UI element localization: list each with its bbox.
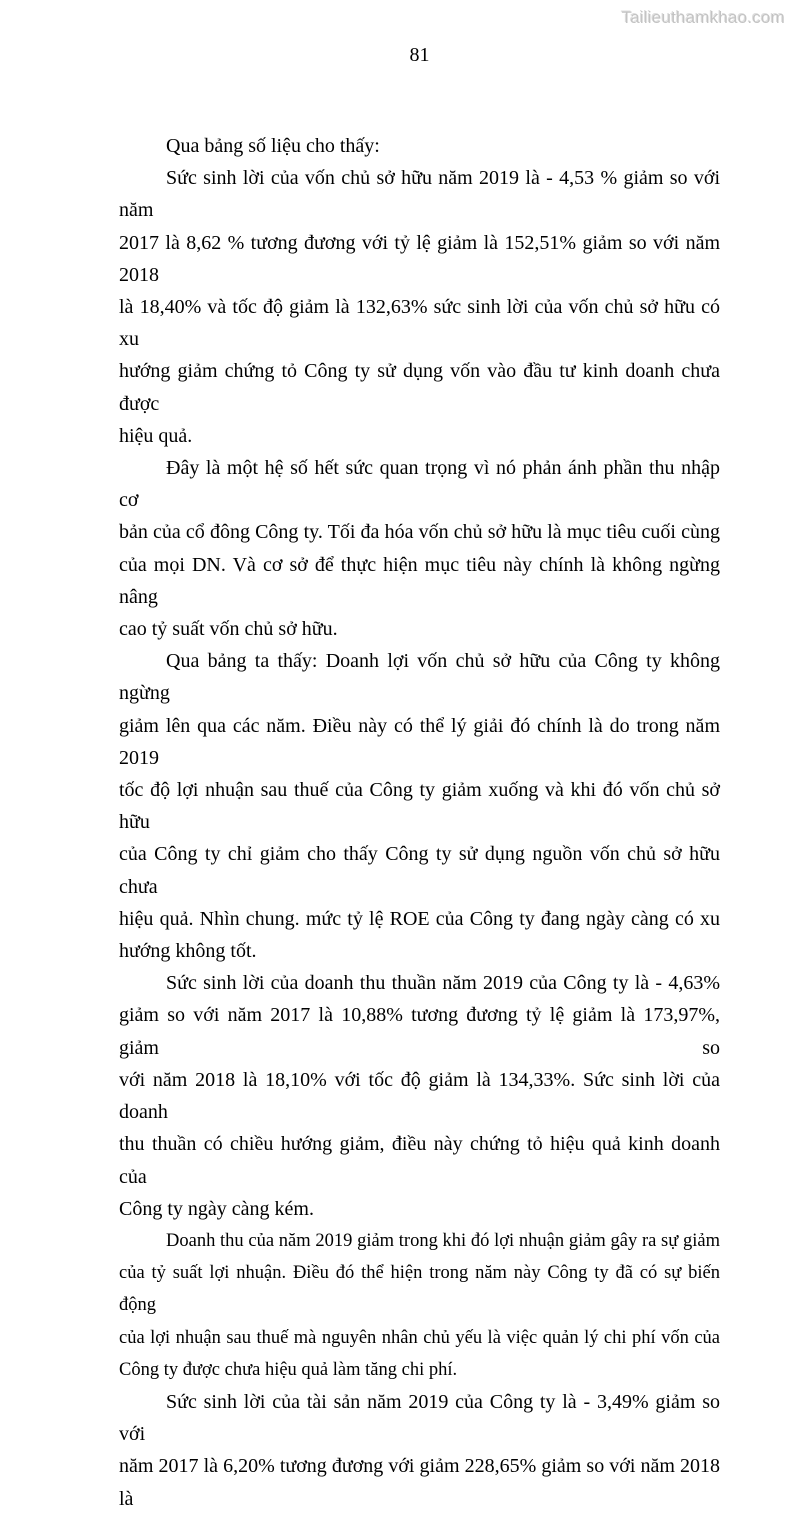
- text-line: với năm 2018 là 18,10% với tốc độ giảm là 134,33%. Sức sinh lời của doanh: [119, 1068, 720, 1124]
- paragraph: [119, 162, 720, 452]
- text-line: hiệu quả.: [119, 424, 193, 447]
- text-line: hướng giảm chứng tỏ Công ty sử dụng vốn vào đầu tư kinh doanh chưa được: [119, 360, 720, 415]
- text-line: Sức sinh lời của vốn chủ sở hữu năm 2019 là - 4,53 % giảm so với năm: [119, 167, 720, 222]
- paragraph: [119, 452, 720, 645]
- text-line: 2017 là 8,62 % tương đương với tỷ lệ giảm là 152,51% giảm so với năm 2018: [119, 231, 720, 286]
- text-line: bản của cổ đông Công ty. Tối đa hóa vốn chủ sở hữu là mục tiêu cuối cùng: [119, 521, 720, 544]
- paragraph: [119, 130, 720, 162]
- text-line: tốc độ lợi nhuận sau thuế của Công ty giảm xuống và khi đó vốn chủ sở hữu: [119, 779, 720, 834]
- text-line: Qua bảng ta thấy: Doanh lợi vốn chủ sở hữu của Công ty không ngừng: [119, 650, 720, 705]
- text-line: của mọi DN. Và cơ sở để thực hiện mục tiêu này chính là không ngừng nâng: [119, 553, 720, 608]
- paragraph: [119, 645, 720, 967]
- text-line: của lợi nhuận sau thuế mà nguyên nhân chủ yếu là việc quản lý chi phí vốn của: [119, 1327, 720, 1348]
- text-line: của tỷ suất lợi nhuận. Điều đó thể hiện trong năm này Công ty đã có sự biến động: [119, 1263, 720, 1316]
- text-line: Qua bảng số liệu cho thấy:: [166, 135, 380, 157]
- text-line: giảm lên qua các năm. Điều này có thể lý giải đó chính là do trong năm 2019: [119, 714, 720, 769]
- text-line: Sức sinh lời của tài sản năm 2019 của Công ty là - 3,49% giảm so với: [119, 1390, 720, 1446]
- paragraph: [119, 1225, 720, 1386]
- paragraph: [119, 1386, 720, 1515]
- text-line: Công ty ngày càng kém.: [119, 1197, 314, 1220]
- text-line: thu thuần có chiều hướng giảm, điều này chứng tỏ hiệu quả kinh doanh của: [119, 1133, 720, 1188]
- text-line: hiệu quả. Nhìn chung. mức tỷ lệ ROE của Công ty đang ngày càng có xu: [119, 907, 720, 930]
- document-body: [119, 130, 720, 1515]
- text-line: Doanh thu của năm 2019 giảm trong khi đó lợi nhuận giảm gây ra sự giảm: [166, 1230, 720, 1251]
- paragraph: [119, 967, 720, 1225]
- text-line: giảm so với năm 2017 là 10,88% tương đương tỷ lệ giảm là 173,97%, giảm so: [119, 1004, 720, 1059]
- text-line: Công ty được chưa hiệu quả làm tăng chi phí.: [119, 1359, 458, 1380]
- text-line: là 18,40% và tốc độ giảm là 132,63% sức sinh lời của vốn chủ sở hữu có xu: [119, 296, 720, 351]
- text-line: Sức sinh lời của doanh thu thuần năm 2019 của Công ty là - 4,63%: [166, 972, 720, 995]
- watermark: Tailieuthamkhao.com: [621, 8, 785, 27]
- text-line: năm 2017 là 6,20% tương đương với giảm 228,65% giảm so với năm 2018 là: [119, 1455, 720, 1510]
- text-line: hướng không tốt.: [119, 940, 257, 963]
- text-line: Đây là một hệ số hết sức quan trọng vì nó phản ánh phần thu nhập cơ: [119, 457, 720, 512]
- text-line: cao tỷ suất vốn chủ sở hữu.: [119, 618, 338, 641]
- text-line: của Công ty chỉ giảm cho thấy Công ty sử dụng nguồn vốn chủ sở hữu chưa: [119, 843, 720, 898]
- page-number: 81: [409, 44, 430, 66]
